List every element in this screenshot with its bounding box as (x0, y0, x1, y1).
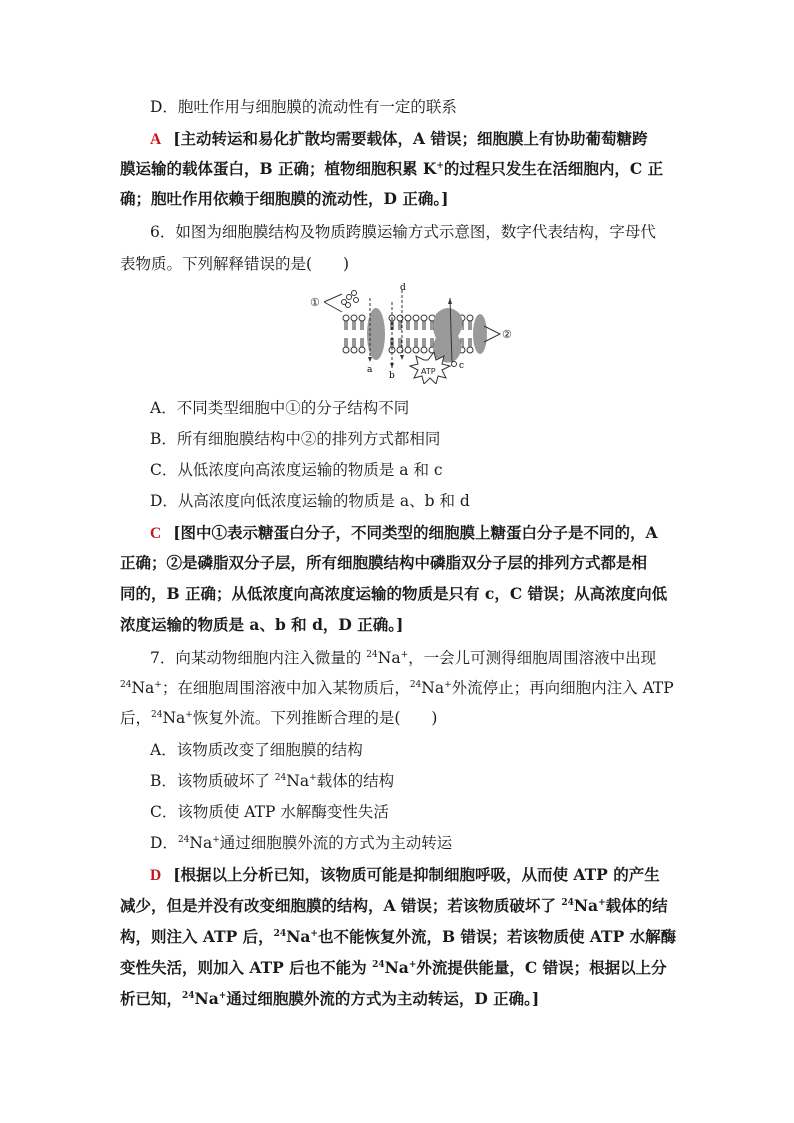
q6-answer-letter: C (150, 525, 162, 542)
q7-stem3a: 后， (120, 709, 152, 727)
protein-right (473, 314, 487, 354)
na: Na (286, 927, 311, 946)
sup-24: 24 (372, 960, 385, 970)
q7-explanation-line-2 (120, 896, 668, 916)
q5-option-d: D．胞吐作用与细胞膜的流动性有一定的联系 (150, 98, 457, 116)
sup-24: 24 (151, 710, 163, 720)
na: Na (573, 896, 599, 915)
q5-exp1-text: [主动转运和易化扩散均需要载体，A 错误；细胞膜上有协助葡萄糖跨 (173, 129, 648, 148)
label-d: d (400, 283, 406, 293)
q7-exp1-text: [根据以上分析已知，该物质可能是抑制细胞呼吸，从而使 ATP 的产生 (173, 865, 660, 884)
q6-explanation-line-2: 正确；②是磷脂双分子层，所有细胞膜结构中磷脂双分子层的排列方式都是相 (120, 553, 648, 572)
na: Na (421, 679, 445, 697)
q6-option-d: D．从高浓度向低浓度运输的物质是 a、b 和 d (150, 492, 470, 510)
q5-exp2b: + (436, 161, 444, 171)
q5-answer-letter: A (150, 131, 162, 148)
glycoprotein (342, 291, 359, 308)
q7-exp3a: 构，则注入 ATP 后， (120, 927, 274, 946)
q7-option-c: C．该物质使 ATP 水解酶变性失活 (150, 803, 389, 821)
q7-explanation-line-5 (120, 989, 539, 1009)
label-b: b (389, 371, 395, 381)
q7-stem3b: 恢复外流。下列推断合理的是( ) (192, 709, 438, 727)
membrane-diagram (304, 280, 524, 384)
q7-option-b-pre: B．该物质破坏了 (150, 772, 275, 790)
q6-explanation-line-1 (150, 523, 658, 544)
q7-exp4a: 变性失活，则加入 ATP 后也不能为 (120, 958, 373, 977)
arrow-d-head (400, 355, 404, 360)
arrow-c-head (448, 298, 452, 304)
na: Na (189, 834, 213, 852)
q7-option-b (150, 771, 394, 791)
q7-exp4b: 外流提供能量，C 错误；根据以上分 (416, 958, 667, 977)
q7-exp5b: 通过细胞膜外流的方式为主动转运，D 正确。] (226, 989, 540, 1008)
label-1: ① (310, 296, 320, 309)
q6-explanation-line-3: 同的，B 正确；从低浓度向高浓度运输的物质是只有 c，C 错误；从高浓度向低 (120, 584, 668, 603)
label-2: ② (502, 328, 512, 341)
q6-exp1-text: [图中①表示糖蛋白分子，不同类型的细胞膜上糖蛋白分子是不同的，A (173, 523, 658, 542)
q7-stem-line-1 (150, 648, 656, 668)
q5-exp2c: 的过程只发生在活细胞内，C 正 (443, 159, 664, 178)
q7-answer-letter: D (150, 867, 162, 884)
q7-exp3b: 也不能恢复外流，B 错误；若该物质使 ATP 水解酶 (317, 927, 677, 946)
q7-option-b-post: 载体的结构 (316, 772, 395, 790)
q5-exp2a: 膜运输的载体蛋白，B 正确；植物细胞积累 K (120, 159, 437, 178)
sup-plus: + (212, 835, 220, 845)
na: Na (384, 958, 409, 977)
arrow-b-head (390, 363, 394, 368)
q6-option-a: A．不同类型细胞中①的分子结构不同 (150, 399, 410, 417)
q6-option-c: C．从低浓度向高浓度运输的物质是 a 和 c (150, 461, 443, 479)
sup-plus: + (400, 650, 409, 660)
atp-label: ATP (421, 367, 436, 376)
sup-24: 24 (274, 773, 287, 783)
q5-explanation-line-2 (120, 159, 663, 179)
q7-explanation-line-3 (120, 927, 676, 947)
na: Na (377, 649, 401, 667)
q7-exp2b: 载体的结 (605, 896, 668, 915)
q6-stem-line-1: 6．如图为细胞膜结构及物质跨膜运输方式示意图，数字代表结构，字母代 (150, 223, 656, 241)
q5-explanation-line-1 (150, 129, 647, 150)
q7-option-d-pre: D． (150, 834, 178, 852)
sup-24: 24 (561, 898, 574, 908)
sup-plus: + (218, 991, 227, 1001)
q7-stem2b: 外流停止；再向细胞内注入 ATP (451, 679, 674, 697)
sup-24: 24 (273, 929, 287, 939)
q7-option-d-post: 通过细胞膜外流的方式为主动转运 (219, 834, 453, 852)
q7-stem2a: ；在细胞周围溶液中加入某物质后， (161, 679, 410, 697)
sup-plus: + (408, 960, 417, 970)
sup-plus: + (598, 898, 606, 908)
carrier-protein (433, 308, 463, 363)
na: Na (162, 709, 186, 727)
sup-24: 24 (182, 991, 195, 1001)
q7-explanation-line-1 (150, 865, 660, 886)
q7-stem1a: 7．向某动物细胞内注入微量的 (150, 649, 367, 667)
q7-stem1b: ，一会儿可测得细胞周围溶液中出现 (408, 649, 657, 667)
label-a: a (367, 365, 373, 375)
sup-24: 24 (366, 650, 378, 660)
sup-24: 24 (409, 680, 422, 690)
q7-stem-line-2 (120, 678, 674, 698)
q7-explanation-line-4 (120, 958, 667, 978)
pointer-1 (324, 294, 342, 312)
q6-stem-line-2: 表物质。下列解释错误的是( ) (120, 255, 350, 273)
na: Na (286, 772, 310, 790)
sup-plus: + (185, 710, 193, 720)
q5-explanation-line-3: 确；胞吐作用依赖于细胞膜的流动性，D 正确。] (120, 189, 449, 208)
sup-plus: + (309, 773, 317, 783)
sup-plus: + (444, 680, 452, 690)
q6-option-b: B．所有细胞膜结构中②的排列方式都相同 (150, 430, 441, 448)
sup-plus: + (154, 680, 162, 690)
arrow-a-head (368, 357, 372, 362)
q6-explanation-line-4: 浓度运输的物质是 a、b 和 d，D 正确。] (120, 615, 404, 634)
q7-option-a: A．该物质改变了细胞膜的结构 (150, 741, 363, 759)
sup-plus: + (310, 929, 318, 939)
q7-exp2a: 减少，但是并没有改变细胞膜的结构，A 错误；若该物质破坏了 (120, 896, 562, 915)
molecule-c (452, 362, 457, 367)
label-c: c (459, 361, 465, 371)
q7-stem-line-3 (120, 708, 437, 728)
na: Na (131, 679, 155, 697)
q7-option-d (150, 833, 452, 853)
sup-24: 24 (177, 835, 190, 845)
sup-24: 24 (120, 680, 132, 690)
na: Na (194, 989, 219, 1008)
q7-exp5a: 析已知， (120, 989, 183, 1008)
